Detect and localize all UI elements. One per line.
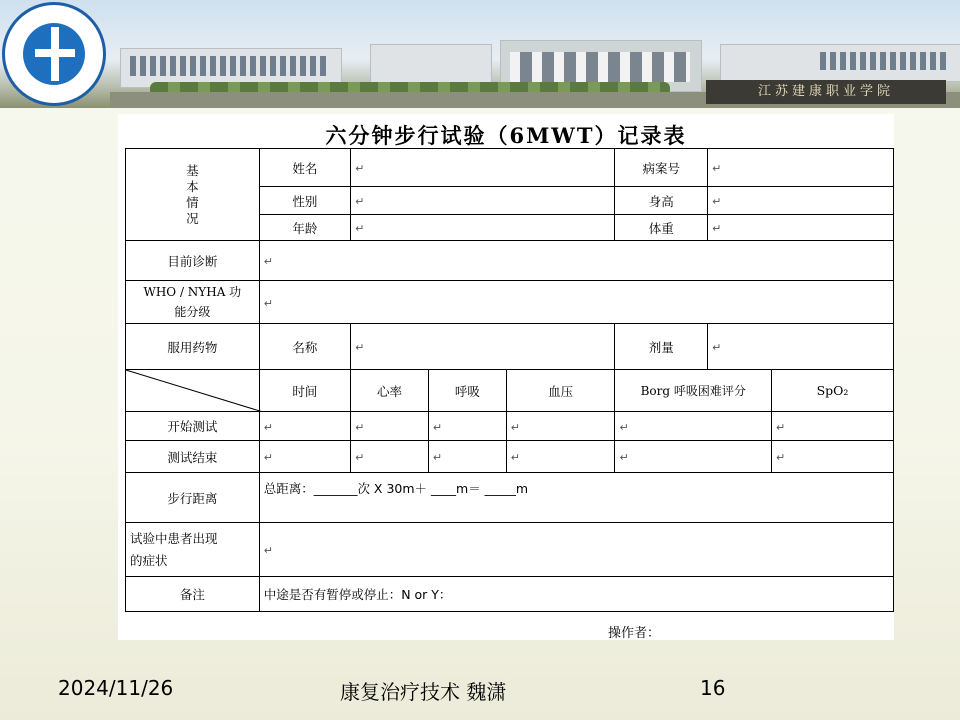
walking-distance-label: 步行距离 — [126, 473, 260, 523]
return-mark: ↵ — [510, 451, 520, 464]
start-borg-field[interactable] — [615, 412, 772, 441]
diagonal-line — [126, 370, 263, 412]
college-logo — [2, 2, 106, 106]
gender-label: 性别 — [259, 187, 350, 215]
table-row — [126, 441, 894, 473]
header-banner — [0, 0, 960, 108]
age-field[interactable] — [351, 215, 615, 241]
return-mark: ↵ — [712, 222, 722, 235]
return-mark: ↵ — [432, 451, 443, 464]
symptoms-line1: 试验中患者出现 — [130, 530, 218, 546]
basic-char: 本 — [186, 178, 199, 194]
gender-field[interactable] — [351, 187, 615, 215]
logo-bar — [35, 49, 75, 57]
basic-info-label — [126, 149, 260, 241]
case-no-field[interactable] — [708, 149, 894, 187]
end-blood-pressure-field[interactable] — [506, 441, 615, 473]
operator-label: 操作者： — [608, 626, 661, 641]
diagnosis-label: 目前诊断 — [126, 241, 260, 281]
height-label: 身高 — [615, 187, 708, 215]
record-table — [125, 148, 894, 612]
return-mark: ↵ — [619, 451, 629, 464]
walking-distance-field[interactable] — [259, 473, 893, 523]
footer-date: 2024/11/26 — [58, 676, 174, 700]
weight-field[interactable] — [708, 215, 894, 241]
college-sign: 江苏建康职业学院 — [706, 80, 946, 104]
col-header-heart-rate: 心率 — [351, 370, 429, 412]
dose-field[interactable] — [708, 324, 894, 370]
basic-char: 情 — [186, 194, 199, 210]
return-mark: ↵ — [775, 451, 786, 464]
who-nyha-label — [126, 281, 260, 324]
start-spo2-field[interactable] — [771, 412, 893, 441]
return-mark: ↵ — [355, 162, 365, 175]
end-time-field[interactable] — [259, 441, 350, 473]
symptoms-field[interactable] — [259, 523, 893, 577]
remarks-label: 备注 — [126, 577, 260, 612]
end-borg-field[interactable] — [615, 441, 772, 473]
weight-label: 体重 — [615, 215, 708, 241]
end-respiration-field[interactable] — [428, 441, 506, 473]
col-header-spo2: SpO₂ — [771, 370, 893, 412]
remarks-text: 中途是否有暂停或停止：N or Y： — [263, 587, 452, 602]
who-nyha-line2: 能分级 — [174, 305, 211, 319]
distance-formula: 总距离：_______次 X 30m＋ ____m＝ _____m — [263, 481, 529, 496]
col-header-borg: Borg 呼吸困难评分 — [615, 370, 772, 412]
basic-char: 基 — [186, 162, 199, 178]
return-mark: ↵ — [712, 195, 722, 208]
return-mark: ↵ — [263, 544, 273, 557]
return-mark: ↵ — [432, 420, 443, 434]
return-mark: ↵ — [263, 296, 273, 310]
table-row — [126, 577, 894, 612]
name-label: 姓名 — [259, 149, 350, 187]
who-nyha-line1: WHO / NYHA 功 — [143, 285, 242, 299]
return-mark: ↵ — [355, 222, 365, 235]
basic-char: 况 — [186, 210, 199, 226]
dose-label: 剂量 — [615, 324, 708, 370]
end-test-label: 测试结束 — [126, 441, 260, 473]
table-row — [126, 412, 894, 441]
medication-name-field[interactable] — [351, 324, 615, 370]
medication-label: 服用药物 — [126, 324, 260, 370]
return-mark: ↵ — [263, 255, 273, 268]
who-nyha-field[interactable] — [259, 281, 893, 324]
remarks-field[interactable] — [259, 577, 893, 612]
col-header-blood-pressure: 血压 — [506, 370, 615, 412]
return-mark: ↵ — [510, 420, 520, 434]
gate-columns — [510, 52, 690, 82]
return-mark: ↵ — [355, 195, 365, 208]
age-label: 年龄 — [259, 215, 350, 241]
building-windows — [820, 52, 950, 70]
table-row — [126, 523, 894, 577]
table-row — [126, 149, 894, 187]
return-mark: ↵ — [263, 420, 273, 434]
table-row — [126, 473, 894, 523]
footer-title: 康复治疗技术 魏潇 — [340, 680, 507, 704]
return-mark: ↵ — [712, 162, 722, 175]
height-field[interactable] — [708, 187, 894, 215]
return-mark: ↵ — [355, 420, 365, 434]
table-row — [126, 241, 894, 281]
start-blood-pressure-field[interactable] — [506, 412, 615, 441]
table-row — [126, 281, 894, 324]
return-mark: ↵ — [263, 451, 273, 464]
col-header-time: 时间 — [259, 370, 350, 412]
return-mark: ↵ — [775, 420, 786, 434]
return-mark: ↵ — [355, 451, 365, 464]
return-mark: ↵ — [619, 420, 629, 434]
return-mark: ↵ — [712, 341, 722, 354]
start-respiration-field[interactable] — [428, 412, 506, 441]
symptoms-label — [126, 523, 260, 577]
col-header-respiration: 呼吸 — [428, 370, 506, 412]
diagonal-header-cell — [126, 370, 260, 412]
end-spo2-field[interactable] — [771, 441, 893, 473]
table-row — [126, 324, 894, 370]
return-mark: ↵ — [355, 341, 365, 354]
case-no-label: 病案号 — [615, 149, 708, 187]
medication-name-label: 名称 — [259, 324, 350, 370]
record-form-document — [118, 114, 894, 640]
diagnosis-field[interactable] — [259, 241, 893, 281]
building-windows — [130, 56, 330, 76]
name-field[interactable] — [351, 149, 615, 187]
start-test-label: 开始测试 — [126, 412, 260, 441]
form-title: 六分钟步行试验（6MWT）记录表 — [325, 123, 687, 148]
start-heart-rate-field[interactable] — [351, 412, 429, 441]
symptoms-line2: 的症状 — [130, 552, 168, 568]
start-time-field[interactable] — [259, 412, 350, 441]
slide-number: 16 — [700, 676, 726, 700]
table-row — [126, 370, 894, 412]
end-heart-rate-field[interactable] — [351, 441, 429, 473]
